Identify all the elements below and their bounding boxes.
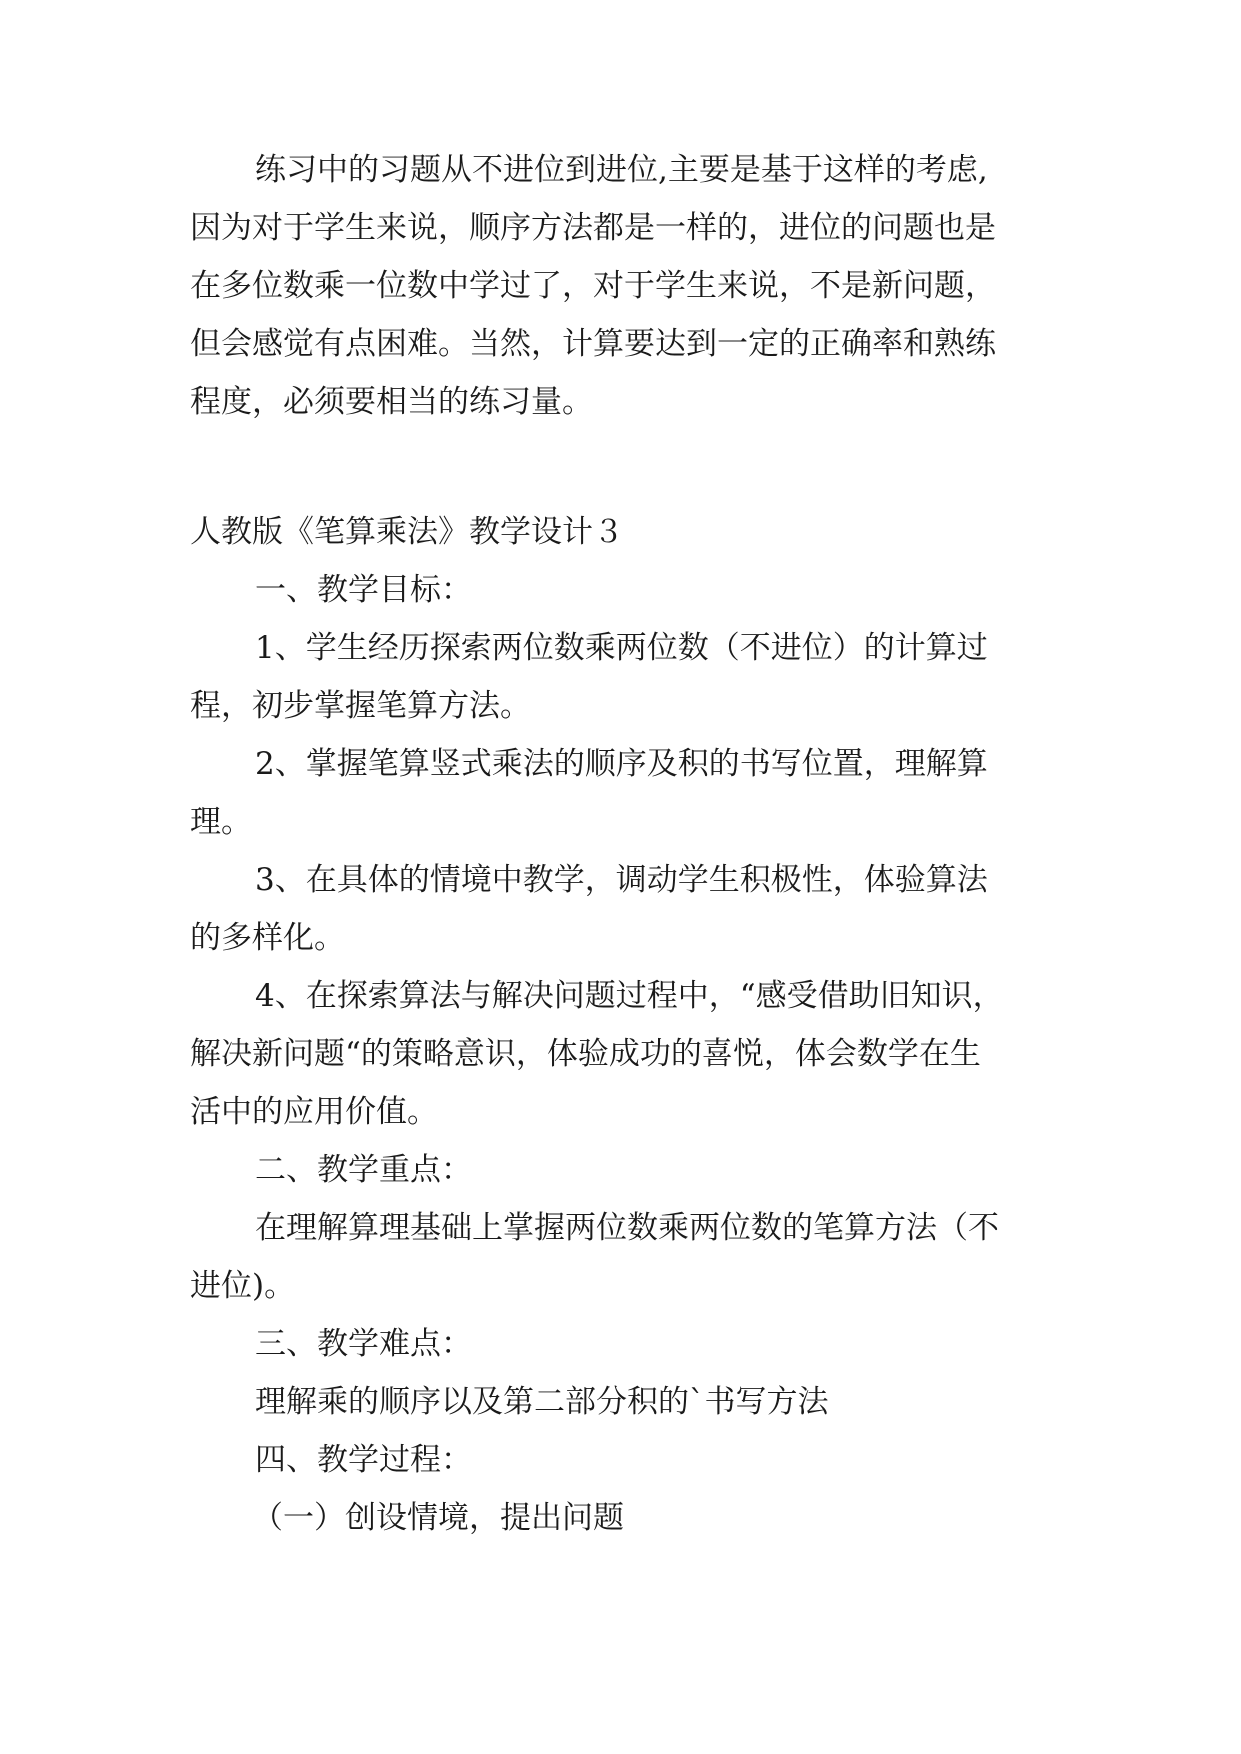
intro-line-3: 在多位数乘一位数中学过了，对于学生来说，不是新问题， — [190, 268, 996, 304]
key-points-line-1: 在理解算理基础上掌握两位数乘两位数的笔算方法（不 — [255, 1210, 999, 1246]
difficulty-text: 理解乘的顺序以及第二部分积的`书写方法 — [255, 1384, 829, 1420]
process-heading: 四、教学过程： — [255, 1442, 472, 1478]
key-points-heading: 二、教学重点： — [255, 1152, 472, 1188]
intro-line-4: 但会感觉有点困难。当然，计算要达到一定的正确率和熟练 — [190, 326, 996, 362]
goal-1-line-2: 程，初步掌握笔算方法。 — [190, 688, 531, 724]
goal-2-line-2: 理。 — [190, 804, 252, 840]
process-step-1: （一）创设情境，提出问题 — [252, 1500, 624, 1536]
difficulty-heading: 三、教学难点： — [255, 1326, 472, 1362]
key-points-line-2: 进位)。 — [190, 1268, 296, 1304]
intro-line-5: 程度，必须要相当的练习量。 — [190, 384, 593, 420]
goal-4-line-2: 解决新问题“的策略意识，体验成功的喜悦，体会数学在生 — [190, 1036, 981, 1072]
intro-line-2: 因为对于学生来说，顺序方法都是一样的，进位的问题也是 — [190, 210, 996, 246]
goal-2-line-1: 2、掌握笔算竖式乘法的顺序及积的书写位置，理解算 — [255, 746, 988, 782]
goal-4-line-3: 活中的应用价值。 — [190, 1094, 438, 1130]
goals-heading: 一、教学目标： — [255, 572, 472, 608]
section-title: 人教版《笔算乘法》教学设计３ — [190, 514, 624, 550]
intro-line-1: 练习中的习题从不进位到进位,主要是基于这样的考虑, — [255, 152, 988, 188]
goal-1-line-1: 1、学生经历探索两位数乘两位数（不进位）的计算过 — [255, 630, 988, 666]
goal-4-line-1: 4、在探索算法与解决问题过程中，“感受借助旧知识， — [255, 978, 1004, 1014]
goal-3-line-2: 的多样化。 — [190, 920, 345, 956]
goal-3-line-1: 3、在具体的情境中教学，调动学生积极性，体验算法 — [255, 862, 988, 898]
